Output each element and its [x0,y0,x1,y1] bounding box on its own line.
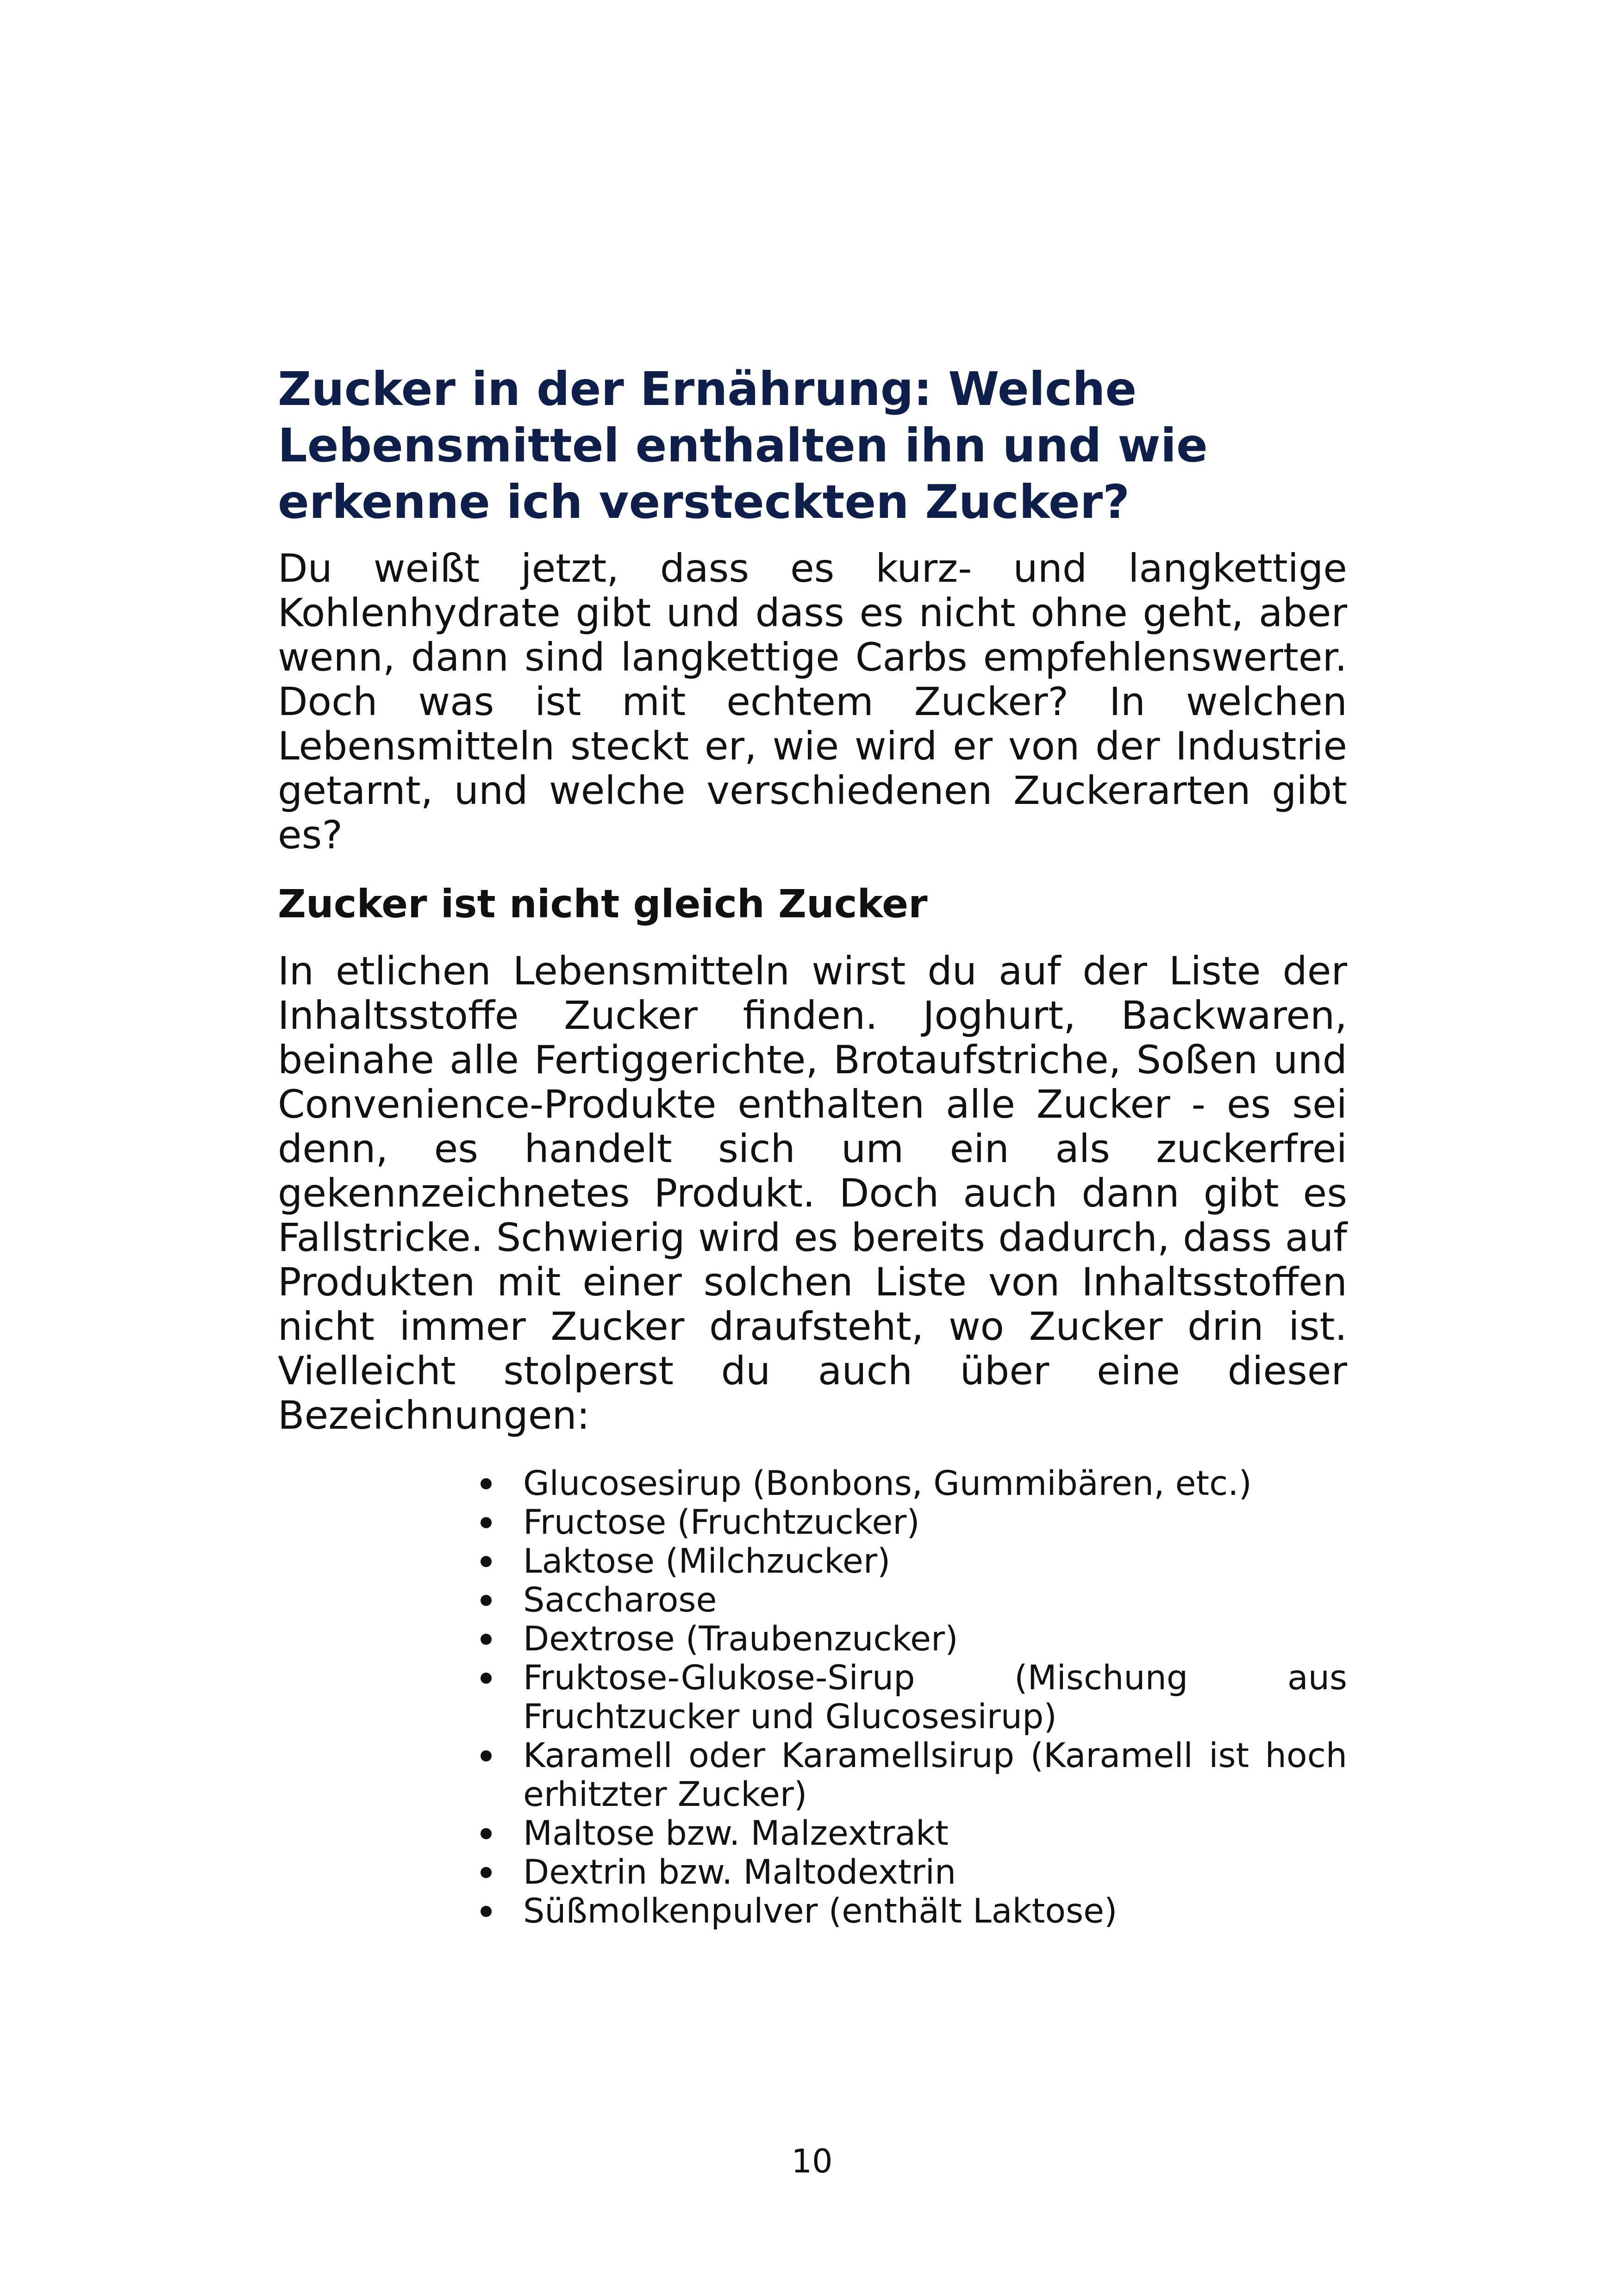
list-item [523,1620,1347,1659]
list-item-text: Laktose (Milchzucker) [523,1542,891,1581]
list-item [523,1892,1347,1931]
list-item-text: Fruktose-Glukose-Sirup (Mischung aus Fruchtzucker und Glucosesirup) [523,1658,1347,1736]
page-number: 10 [791,2142,833,2180]
sugar-names-list [278,1464,1347,1931]
bullet-icon [481,1673,492,1684]
list-item-text: Glucosesirup (Bonbons, Gummibären, etc.) [523,1464,1252,1503]
body-paragraph: In etlichen Lebensmitteln wirst du auf der Liste der Inhaltsstoffe Zucker finden. Joghurt, Backwaren, beinahe alle Fertiggerichte, Brotaufstriche, Soßen und Convenience-Produkte enthalten alle Zucker - es sei denn, es handelt sich um ein als zuckerfrei gekennzeichnetes Produkt. Doch auch dann gibt es Fallstricke. Schwierig wird es bereits dadurch, dass auf Produkten mit einer solchen Liste von Inhaltsstoffen nicht immer Zucker draufsteht, wo Zucker drin ist. Vielleicht stolperst du auch über eine dieser Bezeichnungen: [278,948,1347,1438]
bullet-icon [481,1595,492,1606]
page-content [278,361,1347,1931]
list-item-text: Fructose (Fruchtzucker) [523,1503,920,1542]
intro-paragraph: Du weißt jetzt, dass es kurz- und langkettige Kohlenhydrate gibt und dass es nicht ohne geht, aber wenn, dann sind langkettige Carbs empfehlenswerter. Doch was ist mit echtem Zucker? In welchen Lebensmitteln steckt er, wie wird er von der Industrie getarnt, und welche verschiedenen Zuckerarten gibt es? [278,546,1347,858]
bullet-icon [481,1828,492,1839]
bullet-icon [481,1634,492,1645]
list-item [523,1853,1347,1892]
list-item [523,1464,1347,1503]
bullet-icon [481,1867,492,1878]
list-item [523,1503,1347,1542]
bullet-icon [481,1906,492,1917]
bullet-icon [481,1478,492,1489]
list-item [523,1814,1347,1853]
bullet-icon [481,1517,492,1528]
list-item [523,1659,1347,1736]
list-item-text: Maltose bzw. Malzextrakt [523,1814,949,1853]
bullet-icon [481,1556,492,1567]
list-item-text: Süßmolkenpulver (enthält Laktose) [523,1892,1118,1931]
page-heading: Zucker in der Ernährung: Welche Lebensmittel enthalten ihn und wie erkenne ich versteckten Zucker? [278,362,1208,529]
list-item [523,1542,1347,1581]
list-item [523,1581,1347,1620]
list-item [523,1736,1347,1814]
bullet-icon [481,1750,492,1761]
list-item-text: Dextrose (Traubenzucker) [523,1619,958,1659]
list-item-text: Karamell oder Karamellsirup (Karamell ist hoch erhitzter Zucker) [523,1736,1347,1814]
list-item-text: Dextrin bzw. Maltodextrin [523,1853,956,1892]
section-subheading: Zucker ist nicht gleich Zucker [278,881,928,927]
list-item-text: Saccharose [523,1580,717,1620]
